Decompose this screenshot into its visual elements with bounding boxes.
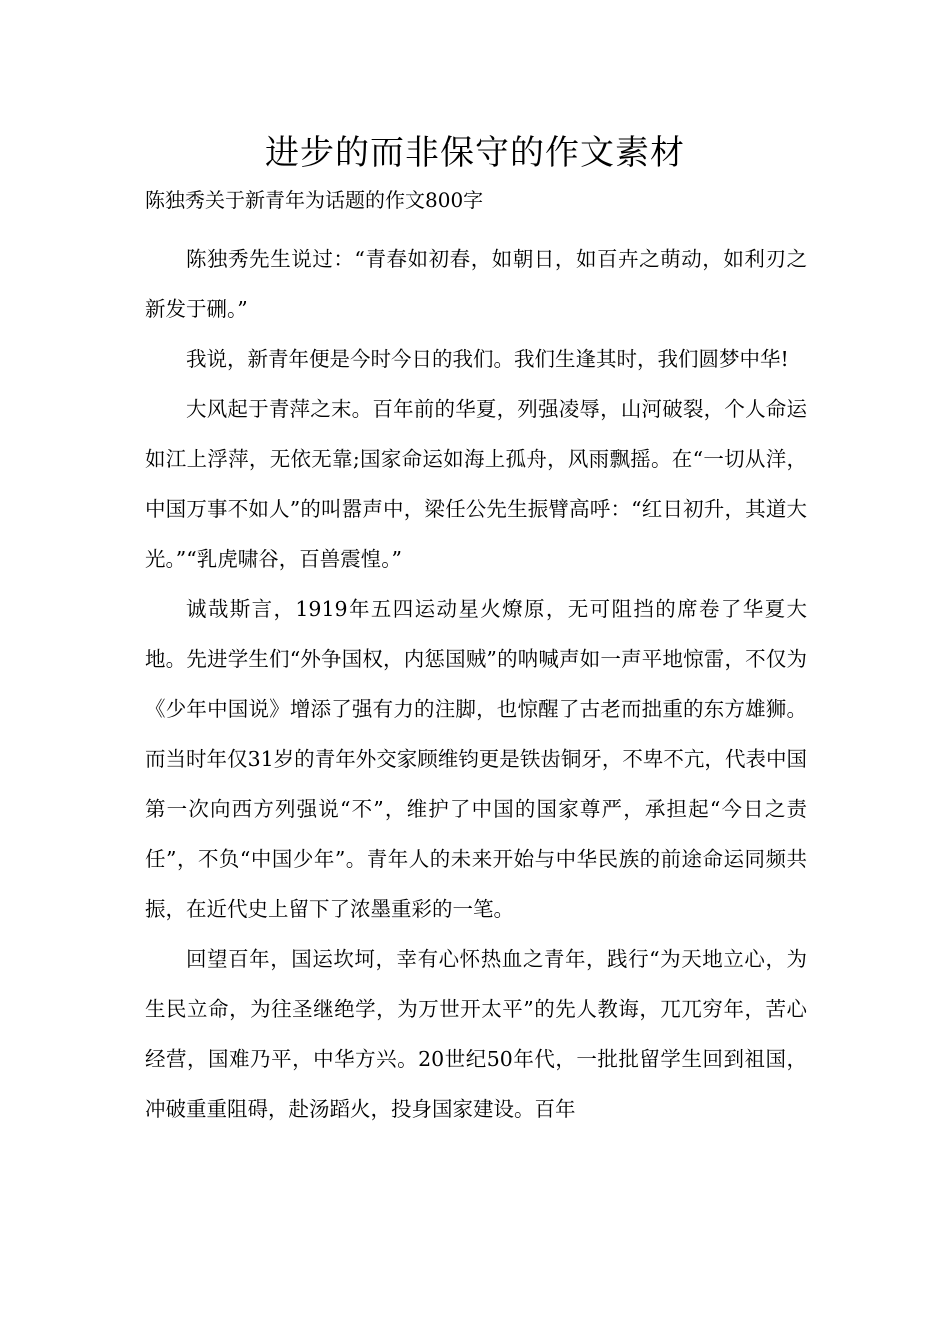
document-subtitle: 陈独秀关于新青年为话题的作文800字 bbox=[145, 188, 484, 212]
paragraph-3: 大风起于青萍之末。百年前的华夏，列强凌辱，山河破裂，个人命运如江上浮萍，无依无靠;国家命运如海上孤舟，风雨飘摇。在“一切从洋，中国万事不如人”的叫嚣声中，梁任公先生振臂高呼：“红日初升，其道大光。”“乳虎啸谷，百兽震惶。” bbox=[145, 397, 807, 571]
paragraph-1: 陈独秀先生说过：“青春如初春，如朝日，如百卉之萌动，如利刃之新发于硎。” bbox=[145, 247, 807, 321]
paragraph-2: 我说，新青年便是今时今日的我们。我们生逢其时，我们圆梦中华! bbox=[186, 347, 789, 371]
document-body bbox=[145, 234, 807, 1134]
paragraph-5: 回望百年，国运坎坷，幸有心怀热血之青年，践行“为天地立心，为生民立命，为往圣继绝学，为万世开太平”的先人教诲，兀兀穷年，苦心经营，国难乃平，中华方兴。20世纪50年代，一批批留学生回到祖国，冲破重重阻碍，赴汤蹈火，投身国家建设。百年 bbox=[145, 947, 807, 1121]
document-title: 进步的而非保守的作文素材 bbox=[265, 133, 685, 173]
paragraph-4: 诚哉斯言，1919年五四运动星火燎原，无可阻挡的席卷了华夏大地。先进学生们“外争国权，内惩国贼”的呐喊声如一声平地惊雷，不仅为《少年中国说》增添了强有力的注脚，也惊醒了古老而拙重的东方雄狮。而当时年仅31岁的青年外交家顾维钧更是铁齿铜牙，不卑不亢，代表中国第一次向西方列强说“不”，维护了中国的国家尊严，承担起“今日之责任”，不负“中国少年”。青年人的未来开始与中华民族的前途命运同频共振，在近代史上留下了浓墨重彩的一笔。 bbox=[145, 597, 807, 921]
